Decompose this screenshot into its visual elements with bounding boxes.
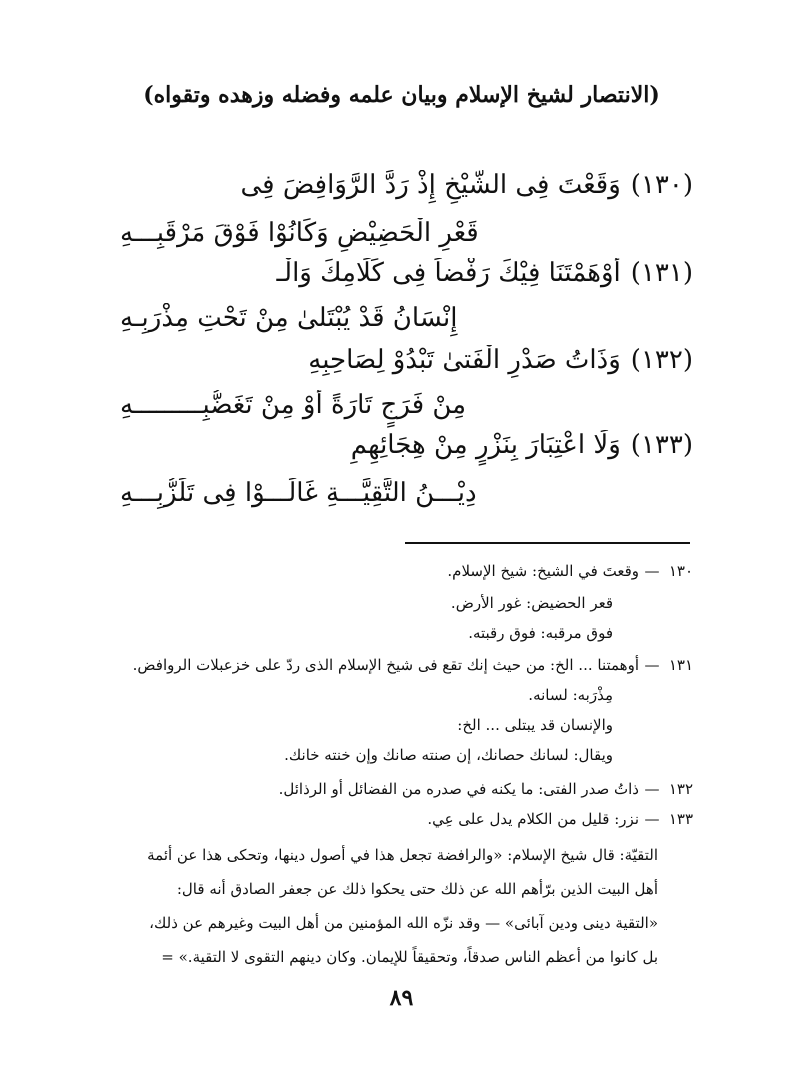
verse-130-line2: قَعْرِ الْحَضِيْضِ وَكَانُوْا فَوْقَ مَرْقَبِـــهِ [120, 218, 479, 248]
verse-number: (١٣٢) [630, 345, 693, 375]
footnote-133 [125, 806, 693, 832]
footnote-133-line4: «التقية دينى ودين آبائى» — وقد نزّه الله المؤمنين من أهل البيت وغيرهم عن ذلك، [149, 914, 658, 932]
footnote-133-line3: أهل البيت الذين برّأهم الله عن ذلك حتى يحكوا ذلك عن جعفر الصادق أنه قال: [176, 880, 658, 898]
verse-text: وَذَاتُ صَدْرِ الْفَتىٰ تَبْدُوْ لِصَاحِبِهِ [308, 345, 621, 375]
verse-text: أَوْهَمْتَنَا فِيْكَ رَفْضاً فِى كَلَامِكَ وَالْـ [276, 258, 621, 288]
footnote-130-line2: قعر الحضيض: غور الأرض. [450, 594, 613, 612]
page-number: ٨٩ [389, 985, 414, 1011]
footnote-text: نزر: قليل من الكلام يدل على عِي. [427, 810, 639, 828]
footnote-dash: — [644, 780, 660, 798]
footnote-separator-rule [405, 542, 690, 544]
verse-text: وَلَا اعْتِبَارَ بِنَزْرٍ مِنْ هِجَائِهِمِ [350, 430, 621, 460]
footnote-number: ١٣٠ [668, 562, 693, 580]
verse-130-line1 [120, 170, 693, 210]
footnote-130-line3: فوق مرقبه: فوق رقبته. [468, 624, 613, 642]
footnote-131 [125, 652, 693, 678]
verse-text: وَقَعْتَ فِى الشَّيْخِ إِذْ رَدَّ الرَّوَافِضَ فِى [240, 170, 621, 200]
footnote-131-line4: ويقال: لسانك حصانك، إن صنته صانك وإن خنته خانك. [284, 746, 613, 764]
verse-number: (١٣٠) [630, 170, 693, 200]
verse-132-line1 [120, 345, 693, 385]
footnote-text: ذاتُ صدر الفتى: ما يكنه في صدره من الفضائل أو الرذائل. [278, 780, 639, 798]
footnote-dash: — [644, 562, 660, 580]
footnote-133-line2: التقيّة: قال شيخ الإسلام: «والرافضة تجعل هذا في أصول دينها، وتحكى هذا عن أئمة [147, 846, 658, 864]
footnote-132 [125, 776, 693, 802]
verse-132-line2: مِنْ فَرَجٍ تَارَةً أَوْ مِنْ تَغَضُّبِـــــــــهِ [120, 390, 467, 420]
verse-number: (١٣١) [630, 258, 693, 288]
footnote-number: ١٣٢ [668, 780, 693, 798]
footnote-131-line2: مِذْرَبه: لسانه. [528, 686, 613, 704]
footnote-number: ١٣١ [668, 656, 693, 674]
footnote-133-line5: بل كانوا من أعظم الناس صدقاً، وتحقيقاً للإيمان. وكان دينهم التقوى لا التقية.» = [161, 948, 658, 966]
page-header-title: (الانتصار لشيخ الإسلام وبيان علمه وفضله وزهده وتقواه) [143, 82, 660, 108]
footnote-dash: — [644, 810, 660, 828]
verse-133-line2: دِيْـــنُ التَّقِيَّـــةِ غَالَـــوْا فِى تَلَزُّبِـــهِ [120, 478, 477, 508]
footnote-130 [125, 558, 693, 584]
verse-131-line2: إِنْسَانُ قَدْ يُبْتَلىٰ مِنْ تَحْتِ مِذْرَبِـهِ [120, 303, 458, 333]
verse-133-line1 [120, 430, 693, 470]
footnote-131-line3: والإنسان قد يبتلى ... الخ: [457, 716, 613, 734]
verse-131-line1 [120, 258, 693, 298]
footnote-dash: — [644, 656, 660, 674]
verse-number: (١٣٣) [630, 430, 693, 460]
footnote-text: أوهمتنا ... الخ: من حيث إنك تقع فى شيخ الإسلام الذى ردّ على خزعبلات الروافض. [132, 656, 639, 674]
footnote-text: وقعتَ في الشيخ: شيخ الإسلام. [447, 562, 639, 580]
footnote-number: ١٣٣ [668, 810, 693, 828]
